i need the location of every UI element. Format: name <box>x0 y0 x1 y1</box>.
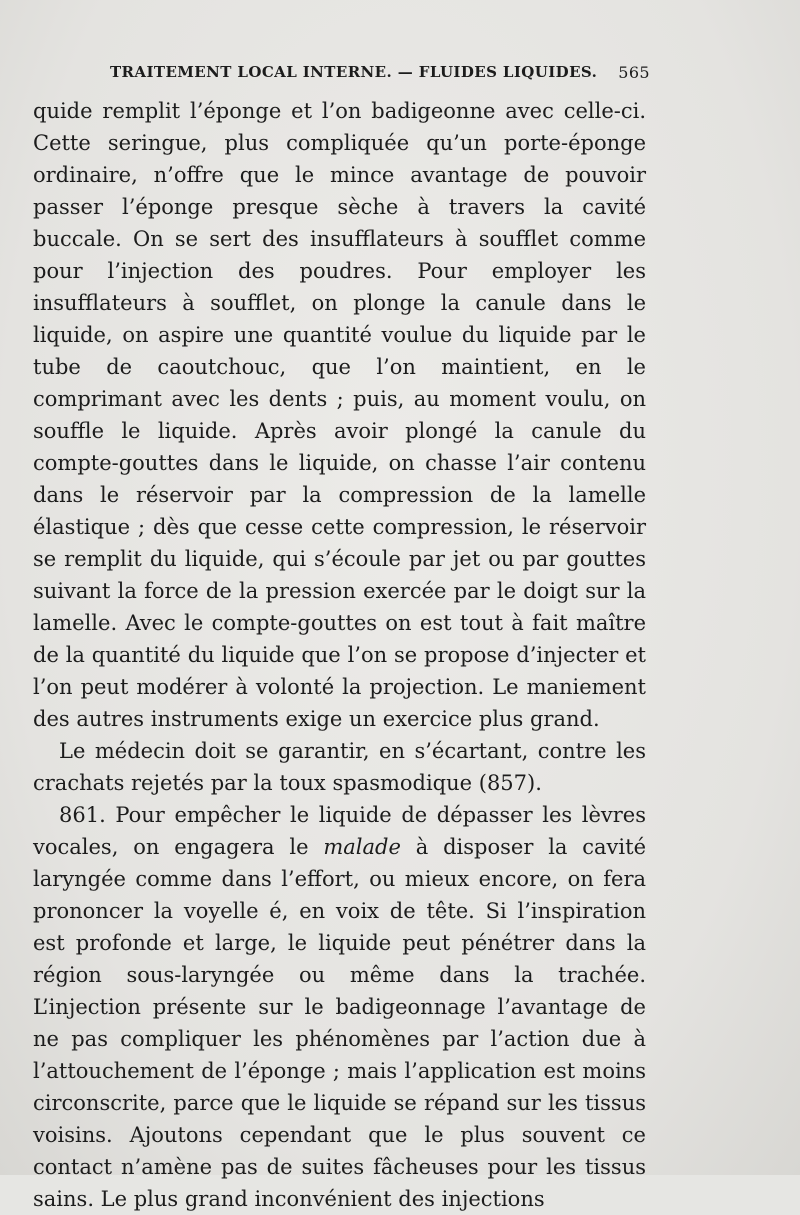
running-title: TRAITEMENT LOCAL INTERNE. — FLUIDES LIQUIDES. <box>110 63 598 81</box>
paragraph-861-text-a: Pour empêcher le liquide de dépasser les lèvres vocales, on engagera le <box>33 803 646 859</box>
body-text <box>33 95 646 1215</box>
paragraph-861 <box>33 799 646 1215</box>
paragraph-861-text-b: à disposer la cavité laryngée comme dans l’effort, ou mieux encore, on fera prononcer la voyelle é, en voix de tête. Si l’inspiration est profonde et large, le liquide peut pénétrer dans la région sous-laryngée ou même dans la trachée. L’injection présente sur le badigeonnage l’avantage de ne pas compliquer les phénomènes par l’action due à l’attouchement de l’éponge ; mais l’application est moins circonscrite, parce que le liquide se répand sur les tissus voisins. Ajoutons cependant que le plus souvent ce contact n’amène pas de suites fâcheuses pour les tissus sains. Le plus grand inconvénient des injections <box>33 835 646 1211</box>
page-number: 565 <box>618 63 650 82</box>
running-header <box>110 63 650 87</box>
section-number: 861. <box>59 803 106 827</box>
paragraph-physician: Le médecin doit se garantir, en s’écartant, contre les crachats rejetés par la toux spasmodique (857). <box>33 739 646 795</box>
paragraph-861-italic: malade <box>323 835 401 859</box>
paragraph-continuation: quide remplit l’éponge et l’on badigeonne avec celle-ci. Cette seringue, plus compliquée qu’un porte-éponge ordinaire, n’offre que le mince avantage de pouvoir passer l’éponge presque sèche à travers la cavité buccale. On se sert des insufflateurs à soufflet comme pour l’injection des poudres. Pour employer les insufflateurs à soufflet, on plonge la canule dans le liquide, on aspire une quantité voulue du liquide par le tube de caoutchouc, que l’on maintient, en le comprimant avec les dents ; puis, au moment voulu, on souffle le liquide. Après avoir plongé la canule du compte-gouttes dans le liquide, on chasse l’air contenu dans le réservoir par la compression de la lamelle élastique ; dès que cesse cette compression, le réservoir se remplit du liquide, qui s’écoule par jet ou par gouttes suivant la force de la pression exercée par le doigt sur la lamelle. Avec le compte-gouttes on est tout à fait maître de la quantité du liquide que l’on se propose d’injecter et l’on peut modérer à volonté la projection. Le maniement des autres instruments exige un exercice plus grand. <box>33 99 646 731</box>
